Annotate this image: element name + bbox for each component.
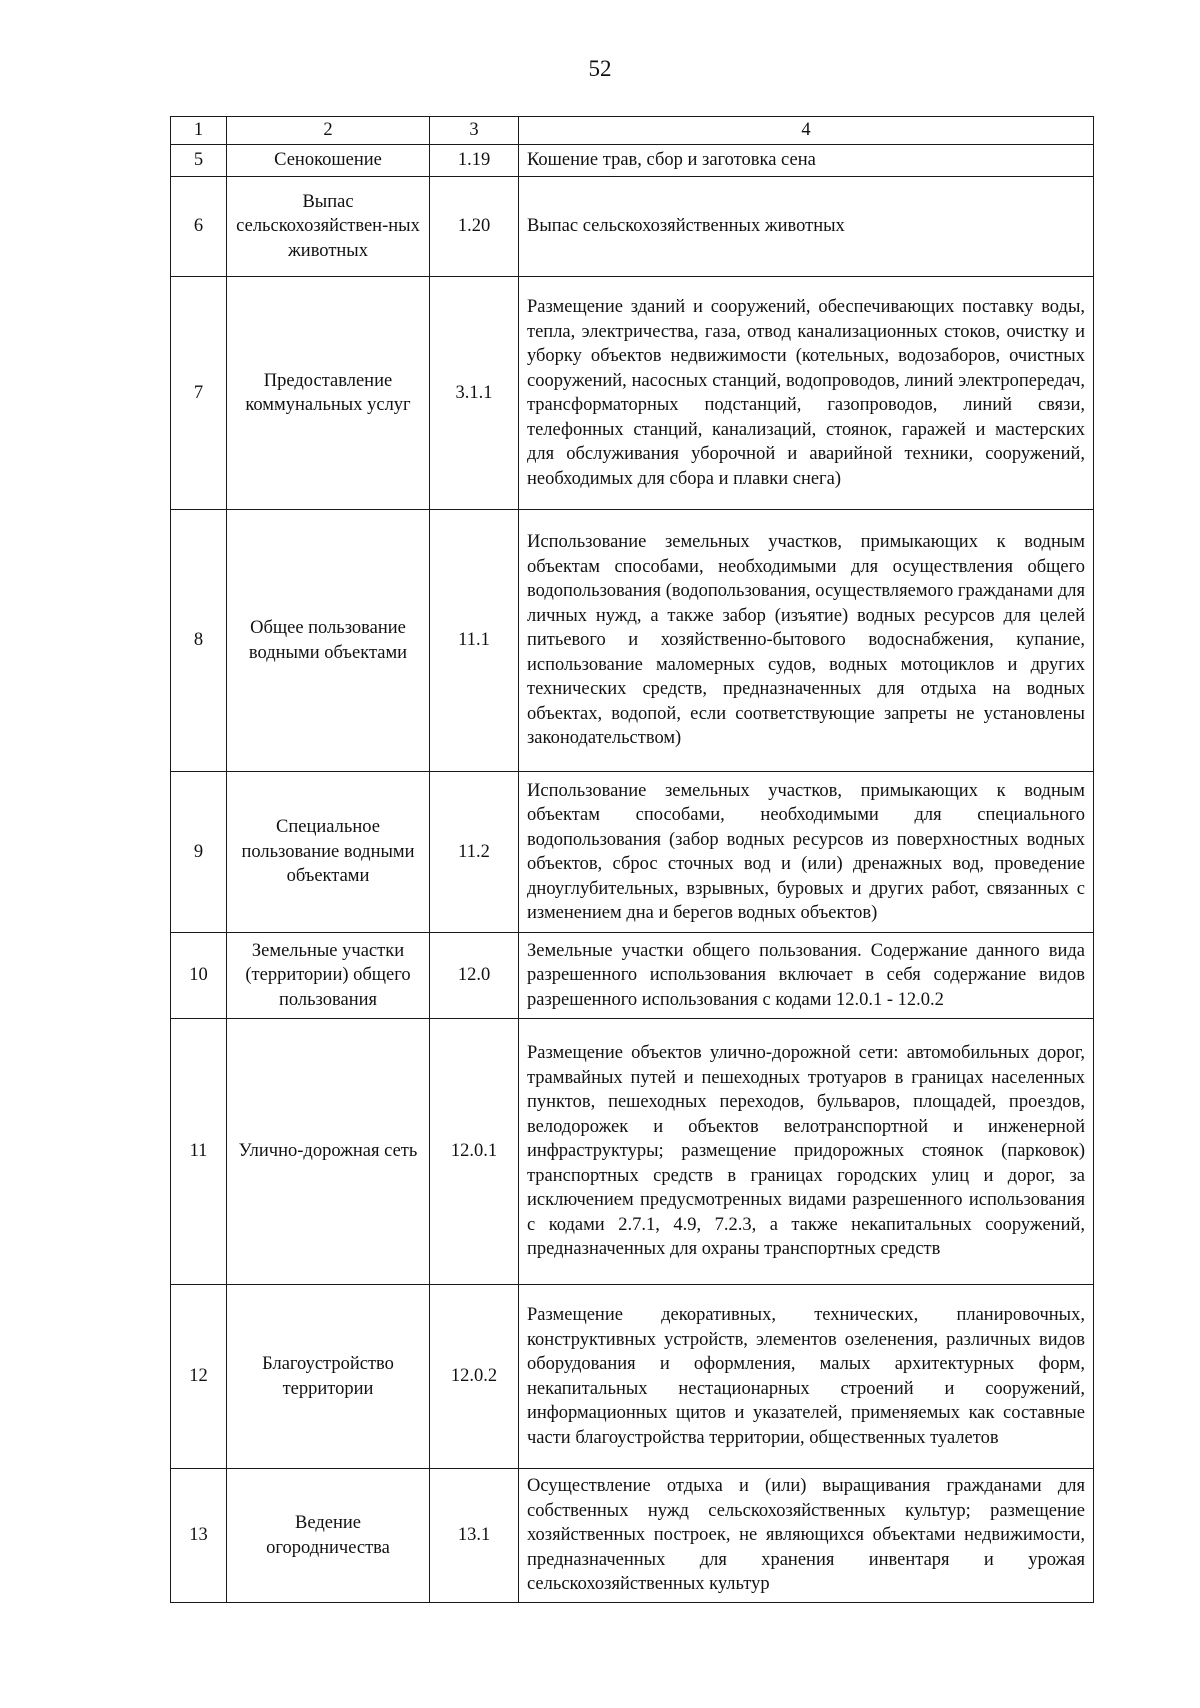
row-code: 3.1.1 — [430, 277, 519, 510]
header-cell: 3 — [430, 117, 519, 145]
land-use-table — [170, 116, 1094, 1603]
row-number: 11 — [171, 1019, 227, 1285]
row-name: Специальное пользование водными объектами — [227, 772, 430, 933]
row-code: 12.0 — [430, 933, 519, 1019]
row-code: 12.0.2 — [430, 1285, 519, 1469]
row-description: Кошение трав, сбор и заготовка сена — [519, 145, 1094, 177]
row-description: Размещение зданий и сооружений, обеспечивающих поставку воды, тепла, электричества, газа, отвод канализационных стоков, очистку и уборку объектов недвижимости (котельных, водозаборов, очистных сооружений, насосных станций, водопроводов, линий электропередач, трансформаторных подстанций, газопроводов, линий связи, телефонных станций, канализаций, стоянок, гаражей и мастерских для обслуживания уборочной и аварийной техники, сооружений, необходимых для сбора и плавки снега) — [519, 277, 1094, 510]
row-name: Выпас сельскохозяйствен-ных животных — [227, 177, 430, 277]
row-code: 11.2 — [430, 772, 519, 933]
row-number: 7 — [171, 277, 227, 510]
page-number: 52 — [588, 56, 612, 81]
table-row — [171, 277, 1094, 510]
table-row — [171, 510, 1094, 772]
row-code: 13.1 — [430, 1469, 519, 1603]
row-name: Ведение огородничества — [227, 1469, 430, 1603]
row-name: Предоставление коммунальных услуг — [227, 277, 430, 510]
row-name: Улично-дорожная сеть — [227, 1019, 430, 1285]
row-name: Земельные участки (территории) общего пользования — [227, 933, 430, 1019]
row-description: Земельные участки общего пользования. Содержание данного вида разрешенного использования включает в себя содержание видов разрешенного использования с кодами 12.0.1 - 12.0.2 — [519, 933, 1094, 1019]
row-code: 11.1 — [430, 510, 519, 772]
row-name: Благоустройство территории — [227, 1285, 430, 1469]
row-code: 12.0.1 — [430, 1019, 519, 1285]
row-number: 12 — [171, 1285, 227, 1469]
table-header-row — [171, 117, 1094, 145]
row-code: 1.20 — [430, 177, 519, 277]
table-row — [171, 1019, 1094, 1285]
row-description: Использование земельных участков, примыкающих к водным объектам способами, необходимыми для специального водопользования (забор водных ресурсов из поверхностных водных объектов, сброс сточных вод и (или) дренажных вод, проведение дноуглубительных, взрывных, буровых и других работ, связанных с изменением дна и берегов водных объектов) — [519, 772, 1094, 933]
header-cell: 4 — [519, 117, 1094, 145]
row-number: 10 — [171, 933, 227, 1019]
row-description: Размещение объектов улично-дорожной сети: автомобильных дорог, трамвайных путей и пешеходных тротуаров в границах населенных пунктов, пешеходных переходов, бульваров, площадей, проездов, велодорожек и объектов велотранспортной и инженерной инфраструктуры; размещение придорожных стоянок (парковок) транспортных средств в границах городских улиц и дорог, за исключением предусмотренных видами разрешенного использования с кодами 2.7.1, 4.9, 7.2.3, а также некапитальных сооружений, предназначенных для охраны транспортных средств — [519, 1019, 1094, 1285]
row-code: 1.19 — [430, 145, 519, 177]
row-description: Использование земельных участков, примыкающих к водным объектам способами, необходимыми для осуществления общего водопользования (водопользования, осуществляемого гражданами для личных нужд, а также забор (изъятие) водных ресурсов для целей питьевого и хозяйственно-бытового водоснабжения, купание, использование маломерных судов, водных мотоциклов и других технических средств, предназначенных для отдыха на водных объектах, водопой, если соответствующие запреты не установлены законодательством) — [519, 510, 1094, 772]
row-number: 8 — [171, 510, 227, 772]
table-row — [171, 1469, 1094, 1603]
row-name: Общее пользование водными объектами — [227, 510, 430, 772]
row-description: Размещение декоративных, технических, планировочных, конструктивных устройств, элементов озеленения, различных видов оборудования и оформления, малых архитектурных форм, некапитальных нестационарных строений и сооружений, информационных щитов и указателей, применяемых как составные части благоустройства территории, общественных туалетов — [519, 1285, 1094, 1469]
row-number: 6 — [171, 177, 227, 277]
table-row — [171, 1285, 1094, 1469]
header-cell: 1 — [171, 117, 227, 145]
table-row — [171, 145, 1094, 177]
header-cell: 2 — [227, 117, 430, 145]
table-row — [171, 933, 1094, 1019]
row-number: 9 — [171, 772, 227, 933]
row-description: Выпас сельскохозяйственных животных — [519, 177, 1094, 277]
row-number: 5 — [171, 145, 227, 177]
table-row — [171, 772, 1094, 933]
row-description: Осуществление отдыха и (или) выращивания гражданами для собственных нужд сельскохозяйственных культур; размещение хозяйственных построек, не являющихся объектами недвижимости, предназначенных для хранения инвентаря и урожая сельскохозяйственных культур — [519, 1469, 1094, 1603]
row-name: Сенокошение — [227, 145, 430, 177]
table-row — [171, 177, 1094, 277]
row-number: 13 — [171, 1469, 227, 1603]
